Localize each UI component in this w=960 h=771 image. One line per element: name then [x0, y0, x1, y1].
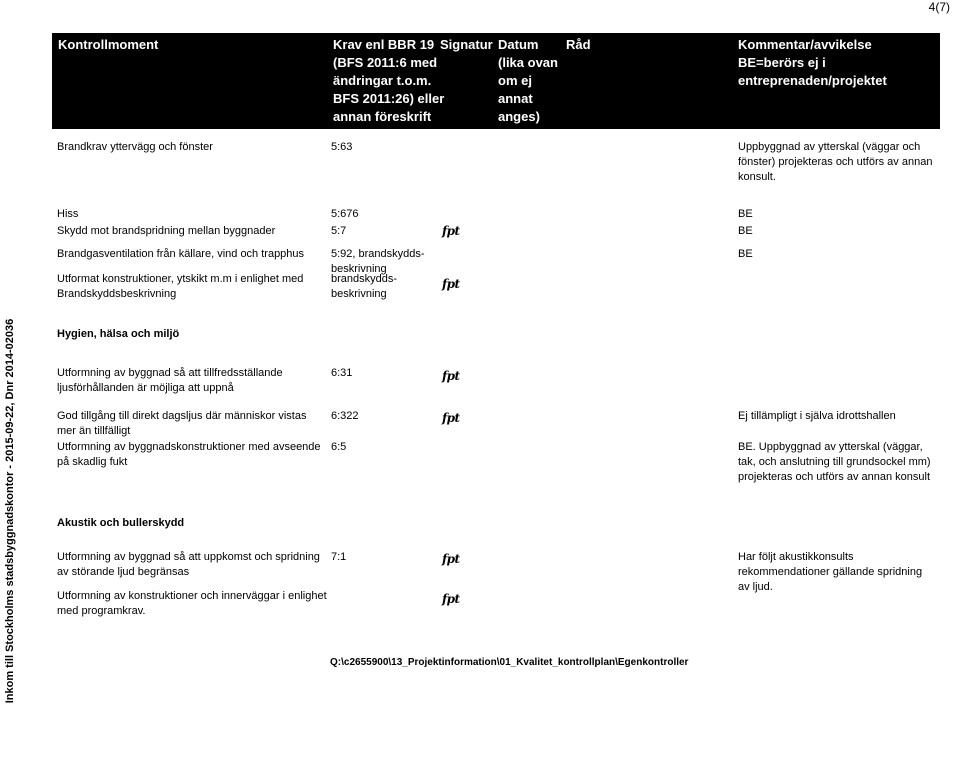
row-hiss-moment: Hiss — [57, 208, 79, 220]
row-ljus-signature: fpt — [442, 369, 460, 383]
row-dagsljus-moment: God tillgång till direkt dagsljus där människor vistas mer än tillfälligt — [57, 410, 307, 437]
row-ljud-moment: Utformning av byggnad så att uppkomst och spridning av störande ljud begränsas — [57, 551, 320, 578]
row-innervaggar-moment: Utformning av konstruktioner och innerväggar i enlighet med programkrav. — [57, 590, 327, 617]
page-number: 4(7) — [928, 0, 950, 14]
row-dagsljus-signature: fpt — [442, 411, 460, 425]
row-utformat-krav: brandskydds- beskrivning — [331, 273, 398, 300]
row-brandkrav-moment: Brandkrav yttervägg och fönster — [57, 141, 213, 153]
row-ljud-kommentar: Har följt akustikkonsults rekommendationer gällande spridning av ljud. — [738, 551, 923, 593]
row-brandgas-moment: Brandgasventilation från källare, vind och trapphus — [57, 248, 305, 260]
side-stamp: Inkom till Stockholms stadsbyggnadskontor - 2015-09-22, Dnr 2014-02036 — [4, 318, 16, 704]
header-signatur: Signatur — [440, 37, 493, 52]
row-brandgas-kommentar: BE — [738, 248, 753, 260]
footer-path: Q:\c2655900\13_Projektinformation\01_Kvalitet_kontrollplan\Egenkontroller — [330, 657, 689, 668]
row-ljus-moment: Utformning av byggnad så att tillfredsställande ljusförhållanden är möjliga att uppnå — [57, 367, 283, 394]
row-fukt-krav: 6:5 — [331, 441, 347, 453]
row-hiss-krav: 5:676 — [331, 208, 359, 220]
row-fukt-kommentar: BE. Uppbyggnad av ytterskal (väggar, tak, och anslutning till grundsockel mm) projekteras och utförs av annan konsult — [738, 441, 931, 483]
table-header — [52, 33, 940, 129]
row-dagsljus-kommentar: Ej tillämpligt i själva idrottshallen — [738, 410, 896, 422]
row-utformat-signature: fpt — [442, 277, 460, 291]
header-krav: Krav enl BBR 19 (BFS 2011:6 med ändringar t.o.m. BFS 2011:26) eller annan föreskrift — [333, 37, 445, 124]
row-hiss-kommentar: BE — [738, 208, 753, 220]
row-brandgas-krav: 5:92, brandskydds- beskrivning — [331, 248, 425, 275]
row-ljud-signature: fpt — [442, 552, 460, 566]
section-akustik: Akustik och bullerskydd — [57, 517, 185, 529]
row-innervaggar-signature: fpt — [442, 592, 460, 606]
section-hygien: Hygien, hälsa och miljö — [57, 328, 180, 340]
row-brandkrav-kommentar: Uppbyggnad av ytterskal (väggar och fönster) projekteras och utförs av annan konsult. — [738, 141, 933, 183]
header-kommentar: Kommentar/avvikelse BE=berörs ej i entreprenaden/projektet — [738, 37, 887, 88]
row-skydd-signature: fpt — [442, 224, 460, 238]
row-ljus-krav: 6:31 — [331, 367, 353, 379]
header-kontrollmoment: Kontrollmoment — [58, 37, 159, 52]
header-datum: Datum (lika ovan om ej annat anges) — [498, 37, 558, 124]
row-skydd-kommentar: BE — [738, 225, 753, 237]
row-utformat-moment: Utformat konstruktioner, ytskikt m.m i enlighet med Brandskyddsbeskrivning — [57, 273, 304, 300]
header-rad: Råd — [566, 37, 591, 52]
row-skydd-krav: 5:7 — [331, 225, 347, 237]
row-brandkrav-krav: 5:63 — [331, 141, 353, 153]
row-dagsljus-krav: 6:322 — [331, 410, 359, 422]
row-skydd-moment: Skydd mot brandspridning mellan byggnader — [57, 225, 276, 237]
row-fukt-moment: Utformning av byggnadskonstruktioner med avseende på skadlig fukt — [57, 441, 321, 468]
row-ljud-krav: 7:1 — [331, 551, 347, 563]
